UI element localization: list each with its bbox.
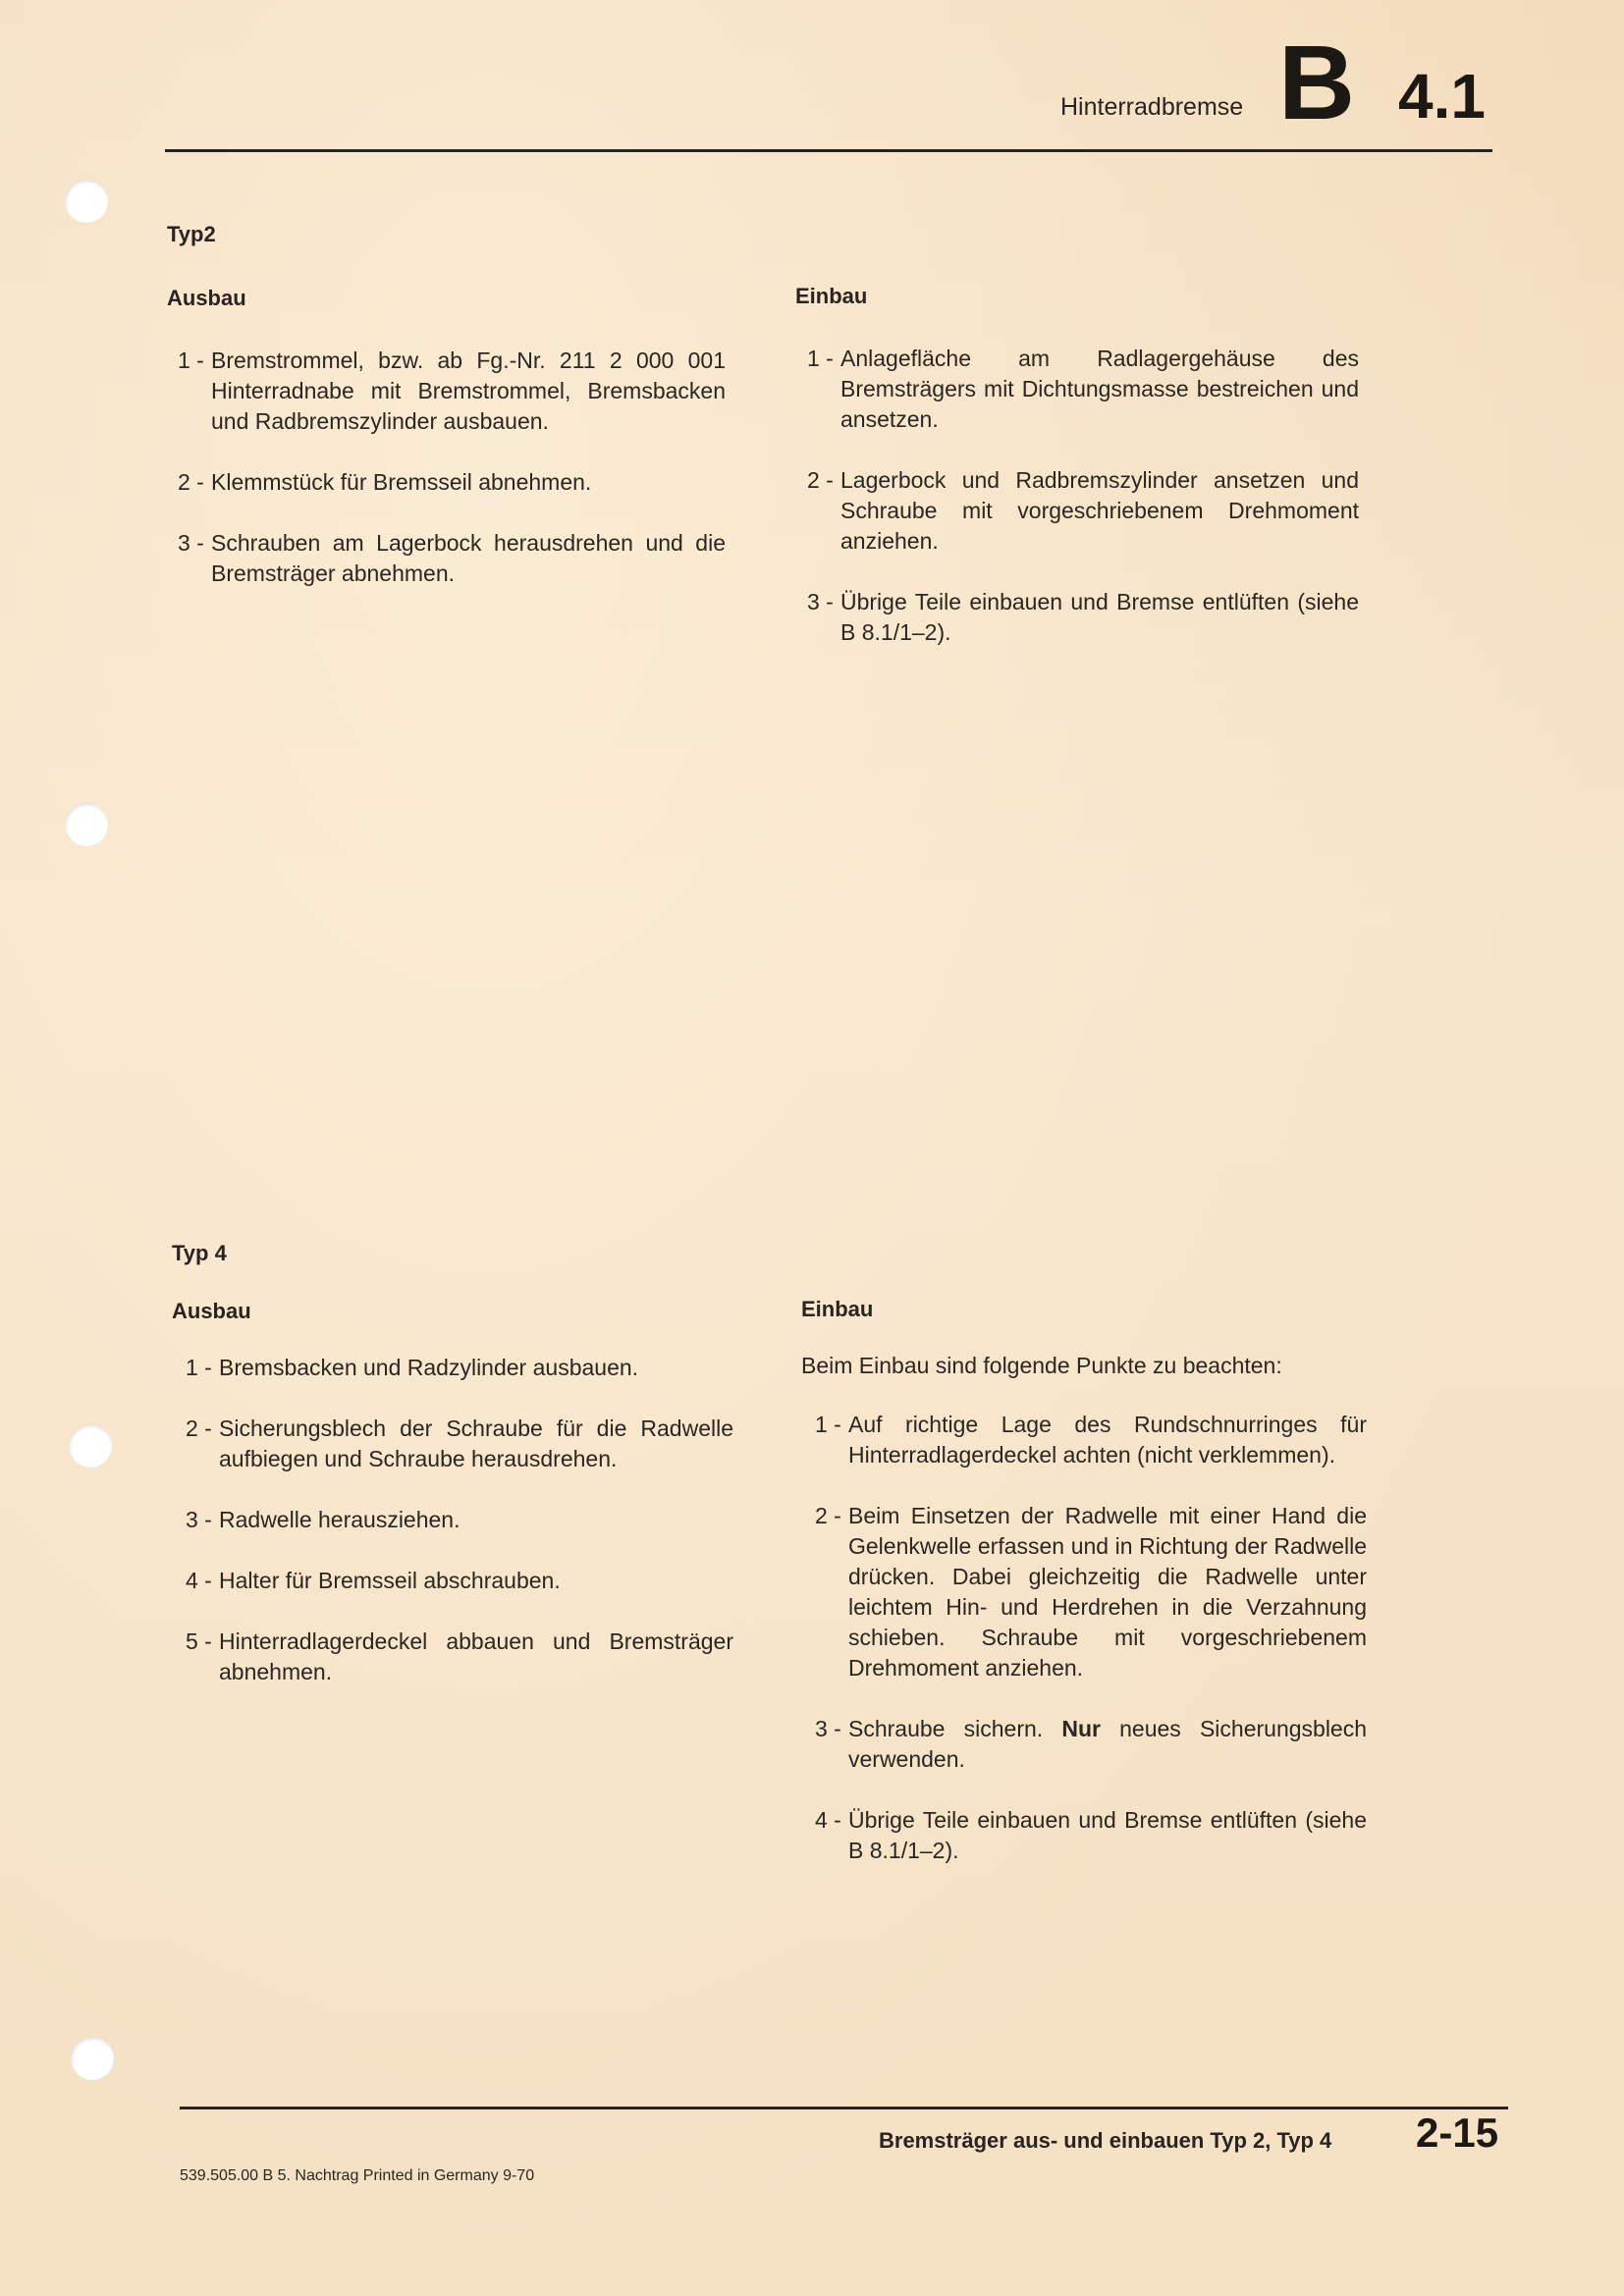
list-item: 4 - Halter für Bremsseil abschrauben. [186, 1568, 561, 1593]
typ4-ausbau-list [186, 1353, 733, 1687]
typ2-einbau-list [807, 344, 1359, 648]
einbau-intro: Beim Einbau sind folgende Punkte zu beachten: [801, 1353, 1282, 1378]
punch-hole [65, 180, 108, 223]
typ4-einbau-list [801, 1351, 1367, 1866]
typ2-ausbau-list [178, 346, 726, 589]
list-item: 3 - Übrige Teile einbauen und Bremse entlüften (siehe B 8.1/1–2). [807, 589, 1359, 645]
list-item: 1 - Bremsbacken und Radzylinder ausbauen. [186, 1355, 639, 1380]
typ4-einbau-heading: Einbau [801, 1297, 874, 1321]
list-item: 2 - Klemmstück für Bremsseil abnehmen. [178, 469, 592, 495]
header-title: Hinterradbremse [1060, 93, 1244, 121]
typ2-heading: Typ2 [167, 222, 216, 246]
print-info: 539.505.00 B 5. Nachtrag Printed in Germany 9-70 [180, 2167, 535, 2184]
typ4-heading: Typ 4 [172, 1241, 227, 1265]
list-item: 5 - Hinterradlagerdeckel abbauen und Bremsträger abnehmen. [186, 1629, 733, 1684]
footer-title: Bremsträger aus- und einbauen Typ 2, Typ 4 [879, 2128, 1332, 2153]
footer-rule [180, 2107, 1508, 2109]
list-item: 3 - Schraube sichern. Nur neues Sicherungsblech verwenden. [815, 1716, 1368, 1772]
list-item: 2 - Lagerbock und Radbremszylinder ansetzen und Schraube mit vorgeschriebenem Drehmoment anziehen. [807, 467, 1359, 554]
typ2-ausbau-heading: Ausbau [167, 286, 246, 310]
section-number: 4.1 [1398, 61, 1486, 132]
list-item: 3 - Radwelle herausziehen. [186, 1507, 460, 1532]
header-rule [165, 149, 1492, 152]
page-number: 2-15 [1416, 2109, 1499, 2156]
typ4-ausbau-heading: Ausbau [172, 1299, 251, 1323]
list-item: 1 - Auf richtige Lage des Rundschnurringes für Hinterradlagerdeckel achten (nicht verklemmen). [815, 1412, 1367, 1468]
list-item: 1 - Bremstrommel, bzw. ab Fg.-Nr. 211 2 000 001 Hinterradnabe mit Bremstrommel, Bremsbacken und Radbremszylinder ausbauen. [178, 347, 726, 434]
punch-hole [65, 803, 108, 846]
punch-hole [71, 2037, 114, 2080]
typ2-einbau-heading: Einbau [795, 284, 868, 308]
section-letter: B [1278, 23, 1355, 141]
list-item: 4 - Übrige Teile einbauen und Bremse entlüften (siehe B 8.1/1–2). [815, 1807, 1367, 1863]
list-item: 2 - Beim Einsetzen der Radwelle mit einer Hand die Gelenkwelle erfassen und in Richtung der Radwelle drücken. Dabei gleichzeitig die Radwelle unter leichtem Hin- und Herdrehen in die Verzahnung schieben. Schraube mit vorgeschriebenem Drehmoment anziehen. [815, 1503, 1367, 1681]
list-item: 3 - Schrauben am Lagerbock herausdrehen und die Bremsträger abnehmen. [178, 530, 726, 586]
list-item: 2 - Sicherungsblech der Schraube für die Radwelle aufbiegen und Schraube herausdrehen. [186, 1415, 733, 1471]
list-item: 1 - Anlagefläche am Radlagergehäuse des Bremsträgers mit Dichtungsmasse bestreichen und ansetzen. [807, 346, 1359, 432]
punch-hole [69, 1424, 112, 1468]
